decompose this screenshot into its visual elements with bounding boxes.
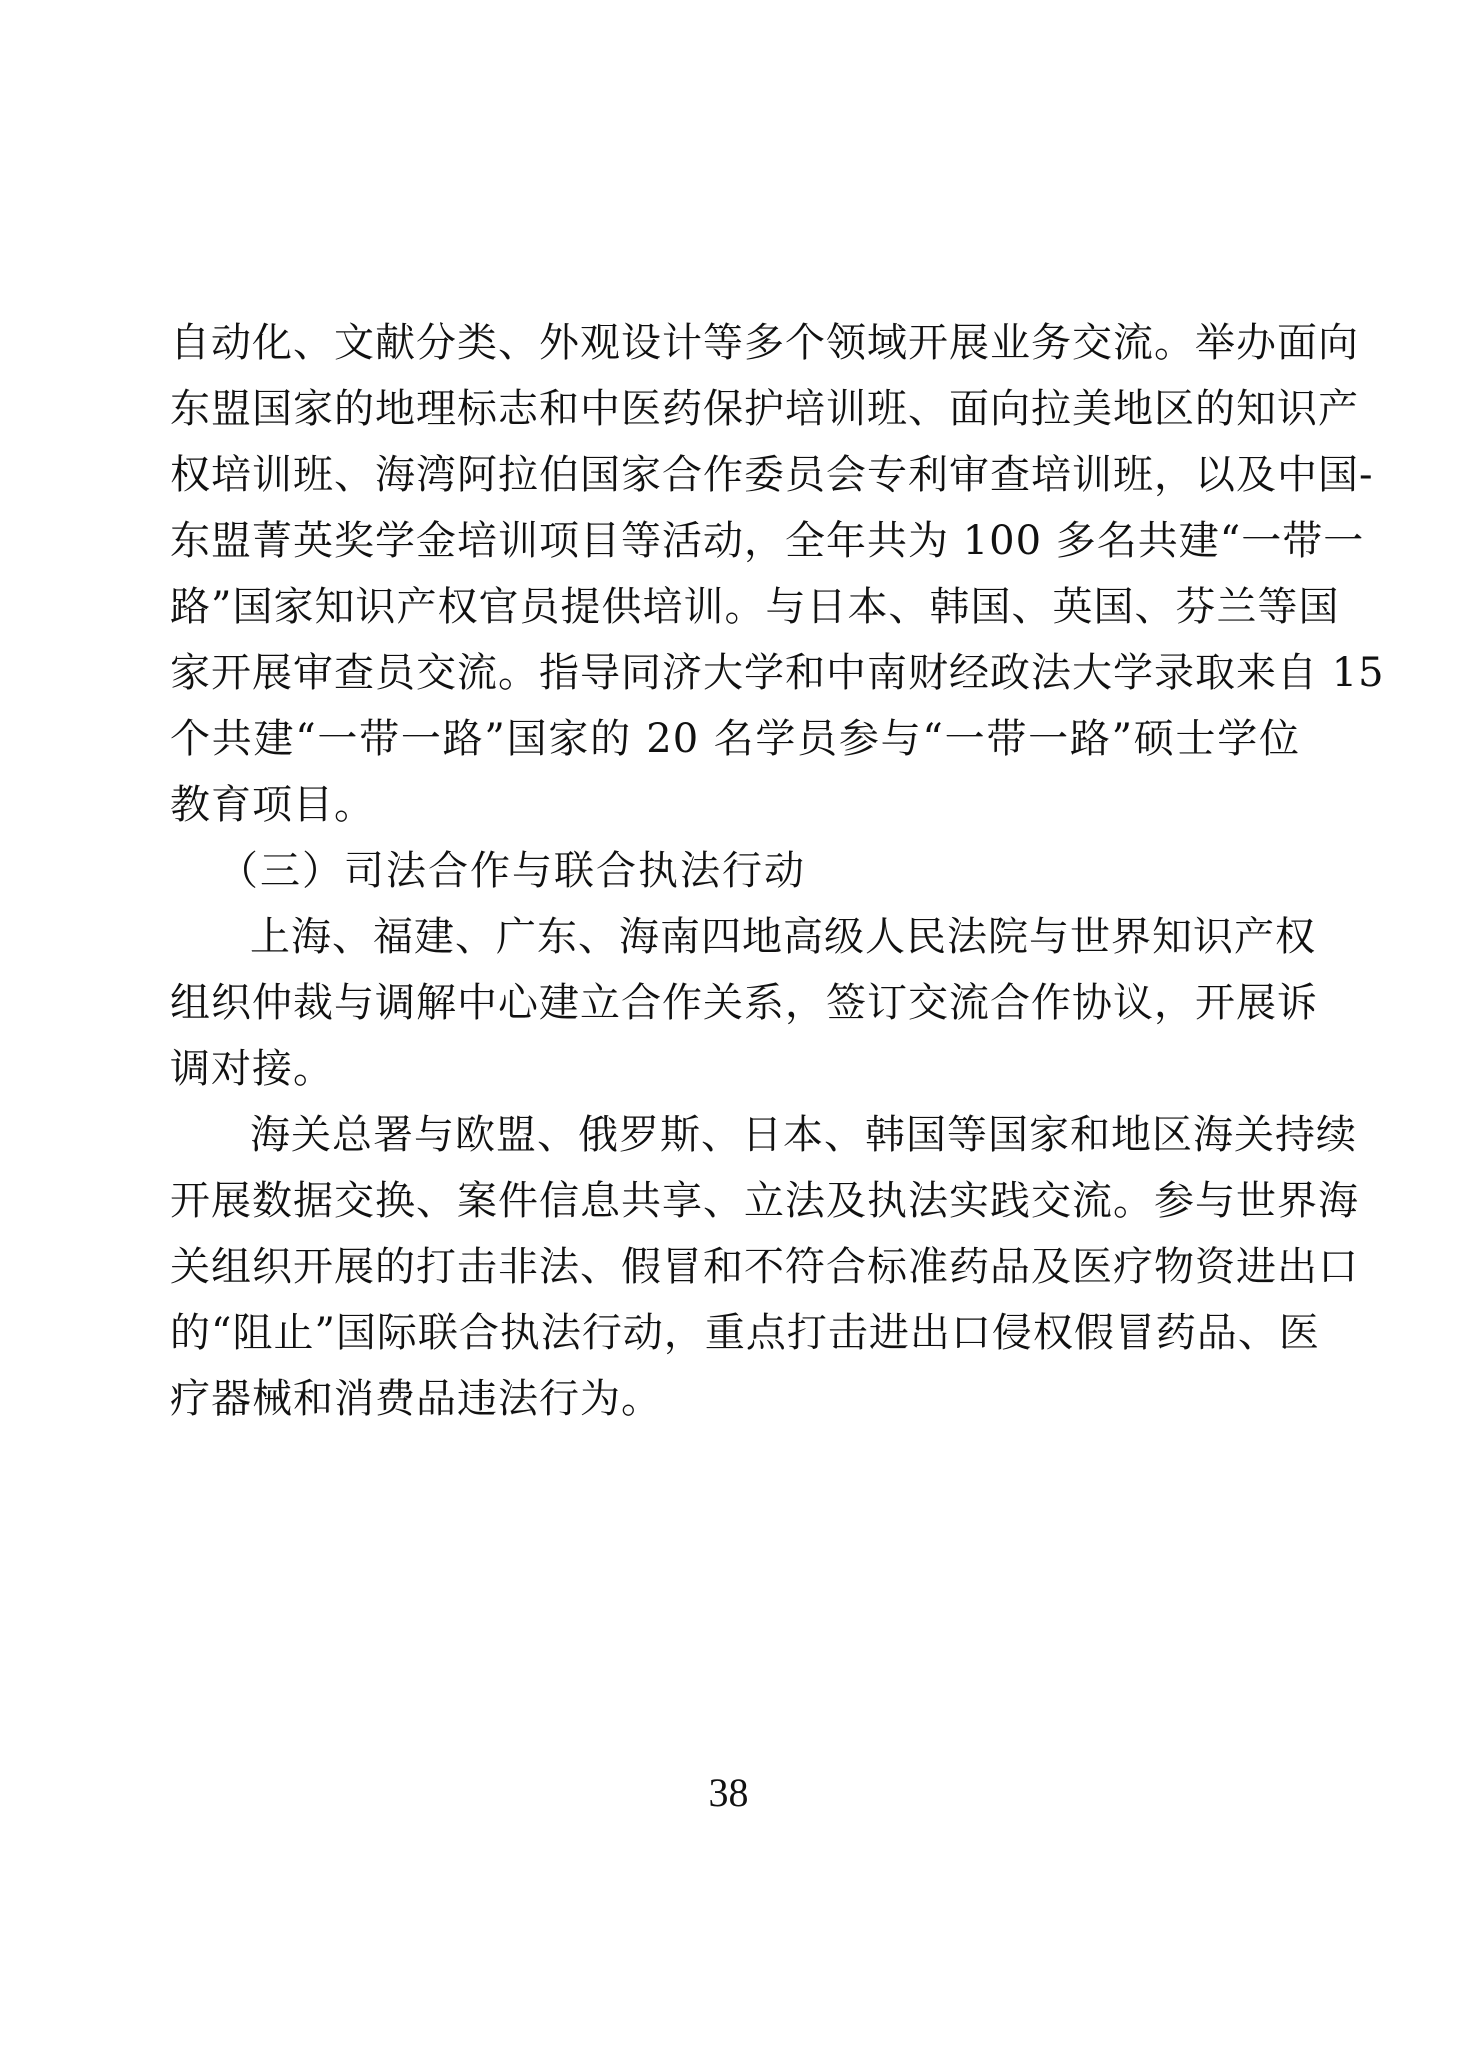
- paragraph-1-line-5: 路”国家知识产权官员提供培训。与日本、韩国、英国、芬兰等国: [170, 584, 1340, 630]
- paragraph-3-line-4: 的“阻止”国际联合执法行动，重点打击进出口侵权假冒药品、医: [170, 1310, 1320, 1356]
- paragraph-1-line-4: 东盟菁英奖学金培训项目等活动，全年共为 100 多名共建“一带一: [170, 518, 1365, 564]
- paragraph-3-line-3: 关组织开展的打击非法、假冒和不符合标准药品及医疗物资进出口: [170, 1244, 1359, 1290]
- paragraph-1-line-1: 自动化、文献分类、外观设计等多个领域开展业务交流。举办面向: [170, 320, 1359, 366]
- paragraph-2-line-3: 调对接。: [170, 1046, 334, 1092]
- paragraph-1-line-3: 权培训班、海湾阿拉伯国家合作委员会专利审查培训班，以及中国-: [170, 452, 1374, 498]
- section-heading: （三）司法合作与联合执法行动: [218, 848, 806, 894]
- paragraph-2-line-1: 上海、福建、广东、海南四地高级人民法院与世界知识产权: [250, 914, 1316, 960]
- paragraph-1-line-7: 个共建“一带一路”国家的 20 名学员参与“一带一路”硕士学位: [170, 716, 1300, 762]
- paragraph-1-line-2: 东盟国家的地理标志和中医药保护培训班、面向拉美地区的知识产: [170, 386, 1359, 432]
- paragraph-1-line-6: 家开展审查员交流。指导同济大学和中南财经政法大学录取来自 15: [170, 650, 1385, 696]
- paragraph-3-line-1: 海关总署与欧盟、俄罗斯、日本、韩国等国家和地区海关持续: [250, 1112, 1357, 1158]
- page-number: 38: [708, 1770, 749, 1815]
- paragraph-1-line-8: 教育项目。: [170, 782, 375, 828]
- paragraph-2-line-2: 组织仲裁与调解中心建立合作关系，签订交流合作协议，开展诉: [170, 980, 1318, 1026]
- paragraph-3-line-5: 疗器械和消费品违法行为。: [170, 1376, 662, 1422]
- paragraph-3-line-2: 开展数据交换、案件信息共享、立法及执法实践交流。参与世界海: [170, 1178, 1359, 1224]
